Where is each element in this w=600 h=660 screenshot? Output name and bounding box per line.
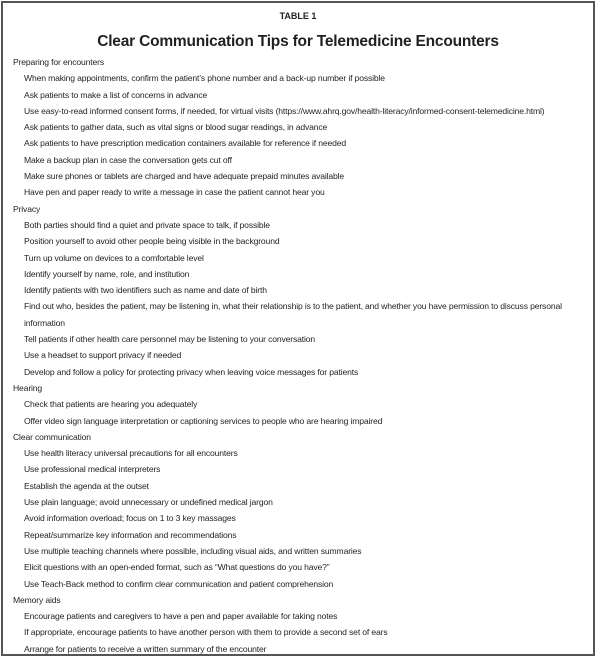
tip-item: Identify patients with two identifiers such as name and date of birth — [24, 285, 267, 296]
tip-item: Position yourself to avoid other people being visible in the background — [24, 236, 280, 247]
tip-item: Use plain language; avoid unnecessary or undefined medical jargon — [24, 497, 273, 508]
tip-item: Both parties should find a quiet and private space to talk, if possible — [24, 219, 270, 230]
tip-item: Offer video sign language interpretation or captioning services to people who are hearing impaired — [24, 415, 383, 426]
tip-item: Check that patients are hearing you adequately — [24, 399, 198, 410]
table-body — [13, 54, 587, 657]
tip-item: Find out who, besides the patient, may be listening in, what their relationship is to the patient, and whether you have permission to discuss personal information — [24, 301, 562, 328]
table-title: Clear Communication Tips for Telemedicine Encounters — [97, 33, 499, 50]
tip-item: Tell patients if other health care personnel may be listening to your conversation — [24, 334, 316, 345]
tip-item: Make a backup plan in case the conversation gets cut off — [24, 154, 232, 165]
tip-item: Make sure phones or tablets are charged and have adequate prepaid minutes available — [24, 171, 345, 182]
table-frame — [1, 1, 595, 656]
section-heading: Preparing for encounters — [13, 57, 104, 67]
tip-item: Repeat/summarize key information and recommendations — [24, 529, 237, 540]
tip-item: Turn up volume on devices to a comfortable level — [24, 252, 204, 263]
section-heading: Hearing — [13, 382, 43, 393]
tip-item: Ask patients to make a list of concerns in advance — [24, 89, 208, 100]
tip-item: Arrange for patients to receive a written summary of the encounter — [24, 643, 267, 654]
section-heading: Clear communication — [13, 431, 91, 442]
tip-item: Encourage patients and caregivers to have a pen and paper available for taking notes — [24, 611, 338, 622]
tip-item: Identify yourself by name, role, and institution — [24, 268, 190, 279]
tip-item: Have pen and paper ready to write a message in case the patient cannot hear you — [24, 187, 325, 198]
tip-item: Use multiple teaching channels where possible, including visual aids, and written summaries — [24, 545, 362, 556]
tip-item: Use Teach-Back method to confirm clear communication and patient comprehension — [24, 578, 334, 589]
tip-item: Establish the agenda at the outset — [24, 480, 149, 491]
tip-item: When making appointments, confirm the patient’s phone number and a back-up number if possible — [24, 73, 385, 84]
section-heading: Privacy — [13, 203, 41, 214]
tip-item: If appropriate, encourage patients to have another person with them to provide a second set of ears — [24, 627, 388, 638]
tip-item: Use health literacy universal precautions for all encounters — [24, 448, 238, 459]
tip-item: Use a headset to support privacy if needed — [24, 350, 182, 361]
tip-item: Ask patients to have prescription medication containers available for reference if needed — [24, 138, 346, 149]
tip-item: Develop and follow a policy for protecting privacy when leaving voice messages for patients — [24, 366, 359, 377]
table-label: TABLE 1 — [279, 11, 317, 21]
section-heading: Memory aids — [13, 594, 61, 605]
tip-item: Use easy-to-read informed consent forms, if needed, for virtual visits (https://www.ahrq.gov/health-literacy/informed-consent-telemedicine.html) — [24, 105, 545, 116]
tip-item: Avoid information overload; focus on 1 to 3 key massages — [24, 513, 236, 524]
tip-item: Elicit questions with an open-ended format, such as “What questions do you have?” — [24, 562, 330, 573]
tip-item: Use professional medical interpreters — [24, 464, 161, 475]
tip-item: Ask patients to gather data, such as vital signs or blood sugar readings, in advance — [24, 122, 328, 133]
